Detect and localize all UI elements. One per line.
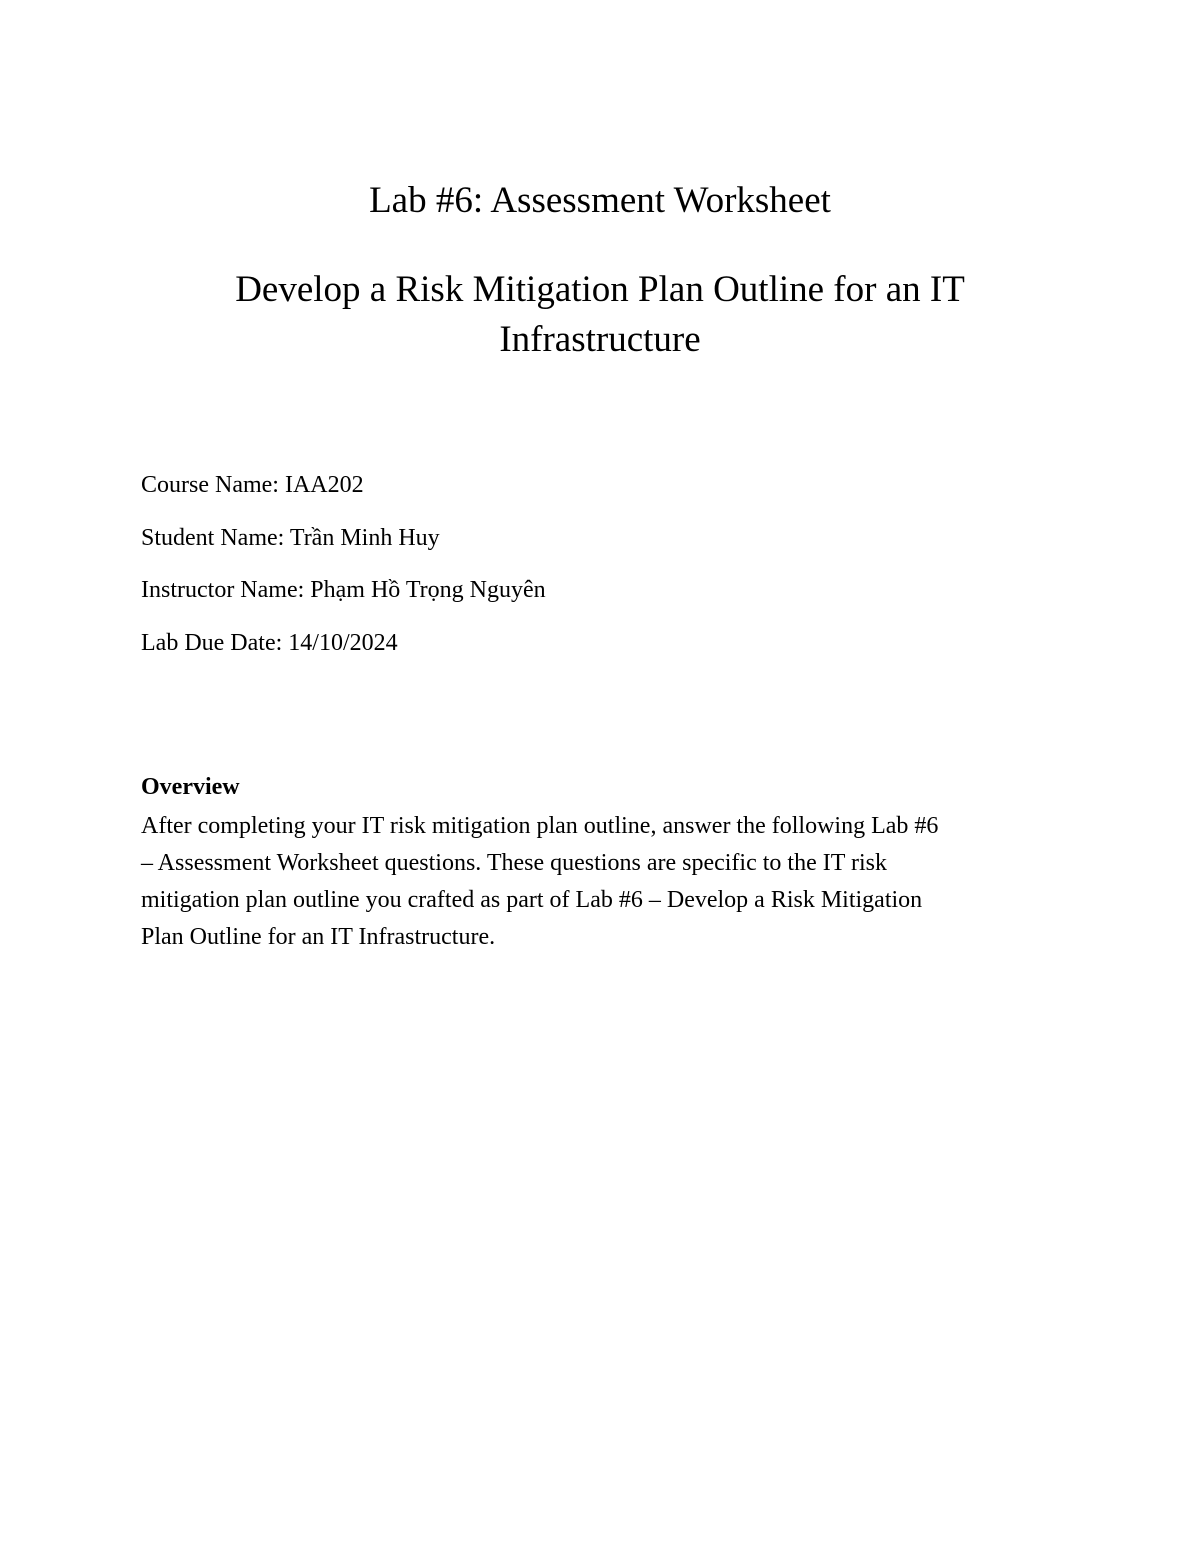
overview-line: mitigation plan outline you crafted as part of Lab #6 – Develop a Risk Mitigation <box>141 887 923 913</box>
page-subtitle <box>0 265 1200 365</box>
overview-line: – Assessment Worksheet questions. These questions are specific to the IT risk <box>141 850 887 876</box>
overview-line: After completing your IT risk mitigation plan outline, answer the following Lab #6 <box>141 813 939 839</box>
instructor-name: Instructor Name: Phạm Hồ Trọng Nguyên <box>141 577 546 603</box>
lab-info-block <box>141 469 1061 679</box>
overview-heading: Overview <box>141 774 240 800</box>
student-name: Student Name: Trần Minh Huy <box>141 524 440 551</box>
lab-due-date: Lab Due Date: 14/10/2024 <box>141 629 398 656</box>
page-title: Lab #6: Assessment Worksheet <box>369 180 831 221</box>
overview-section <box>141 771 1061 956</box>
subtitle-line-2: Infrastructure <box>499 319 701 360</box>
subtitle-line-1: Develop a Risk Mitigation Plan Outline for an IT <box>235 269 965 310</box>
overview-line: Plan Outline for an IT Infrastructure. <box>141 924 496 950</box>
course-name: Course Name: IAA202 <box>141 472 364 498</box>
